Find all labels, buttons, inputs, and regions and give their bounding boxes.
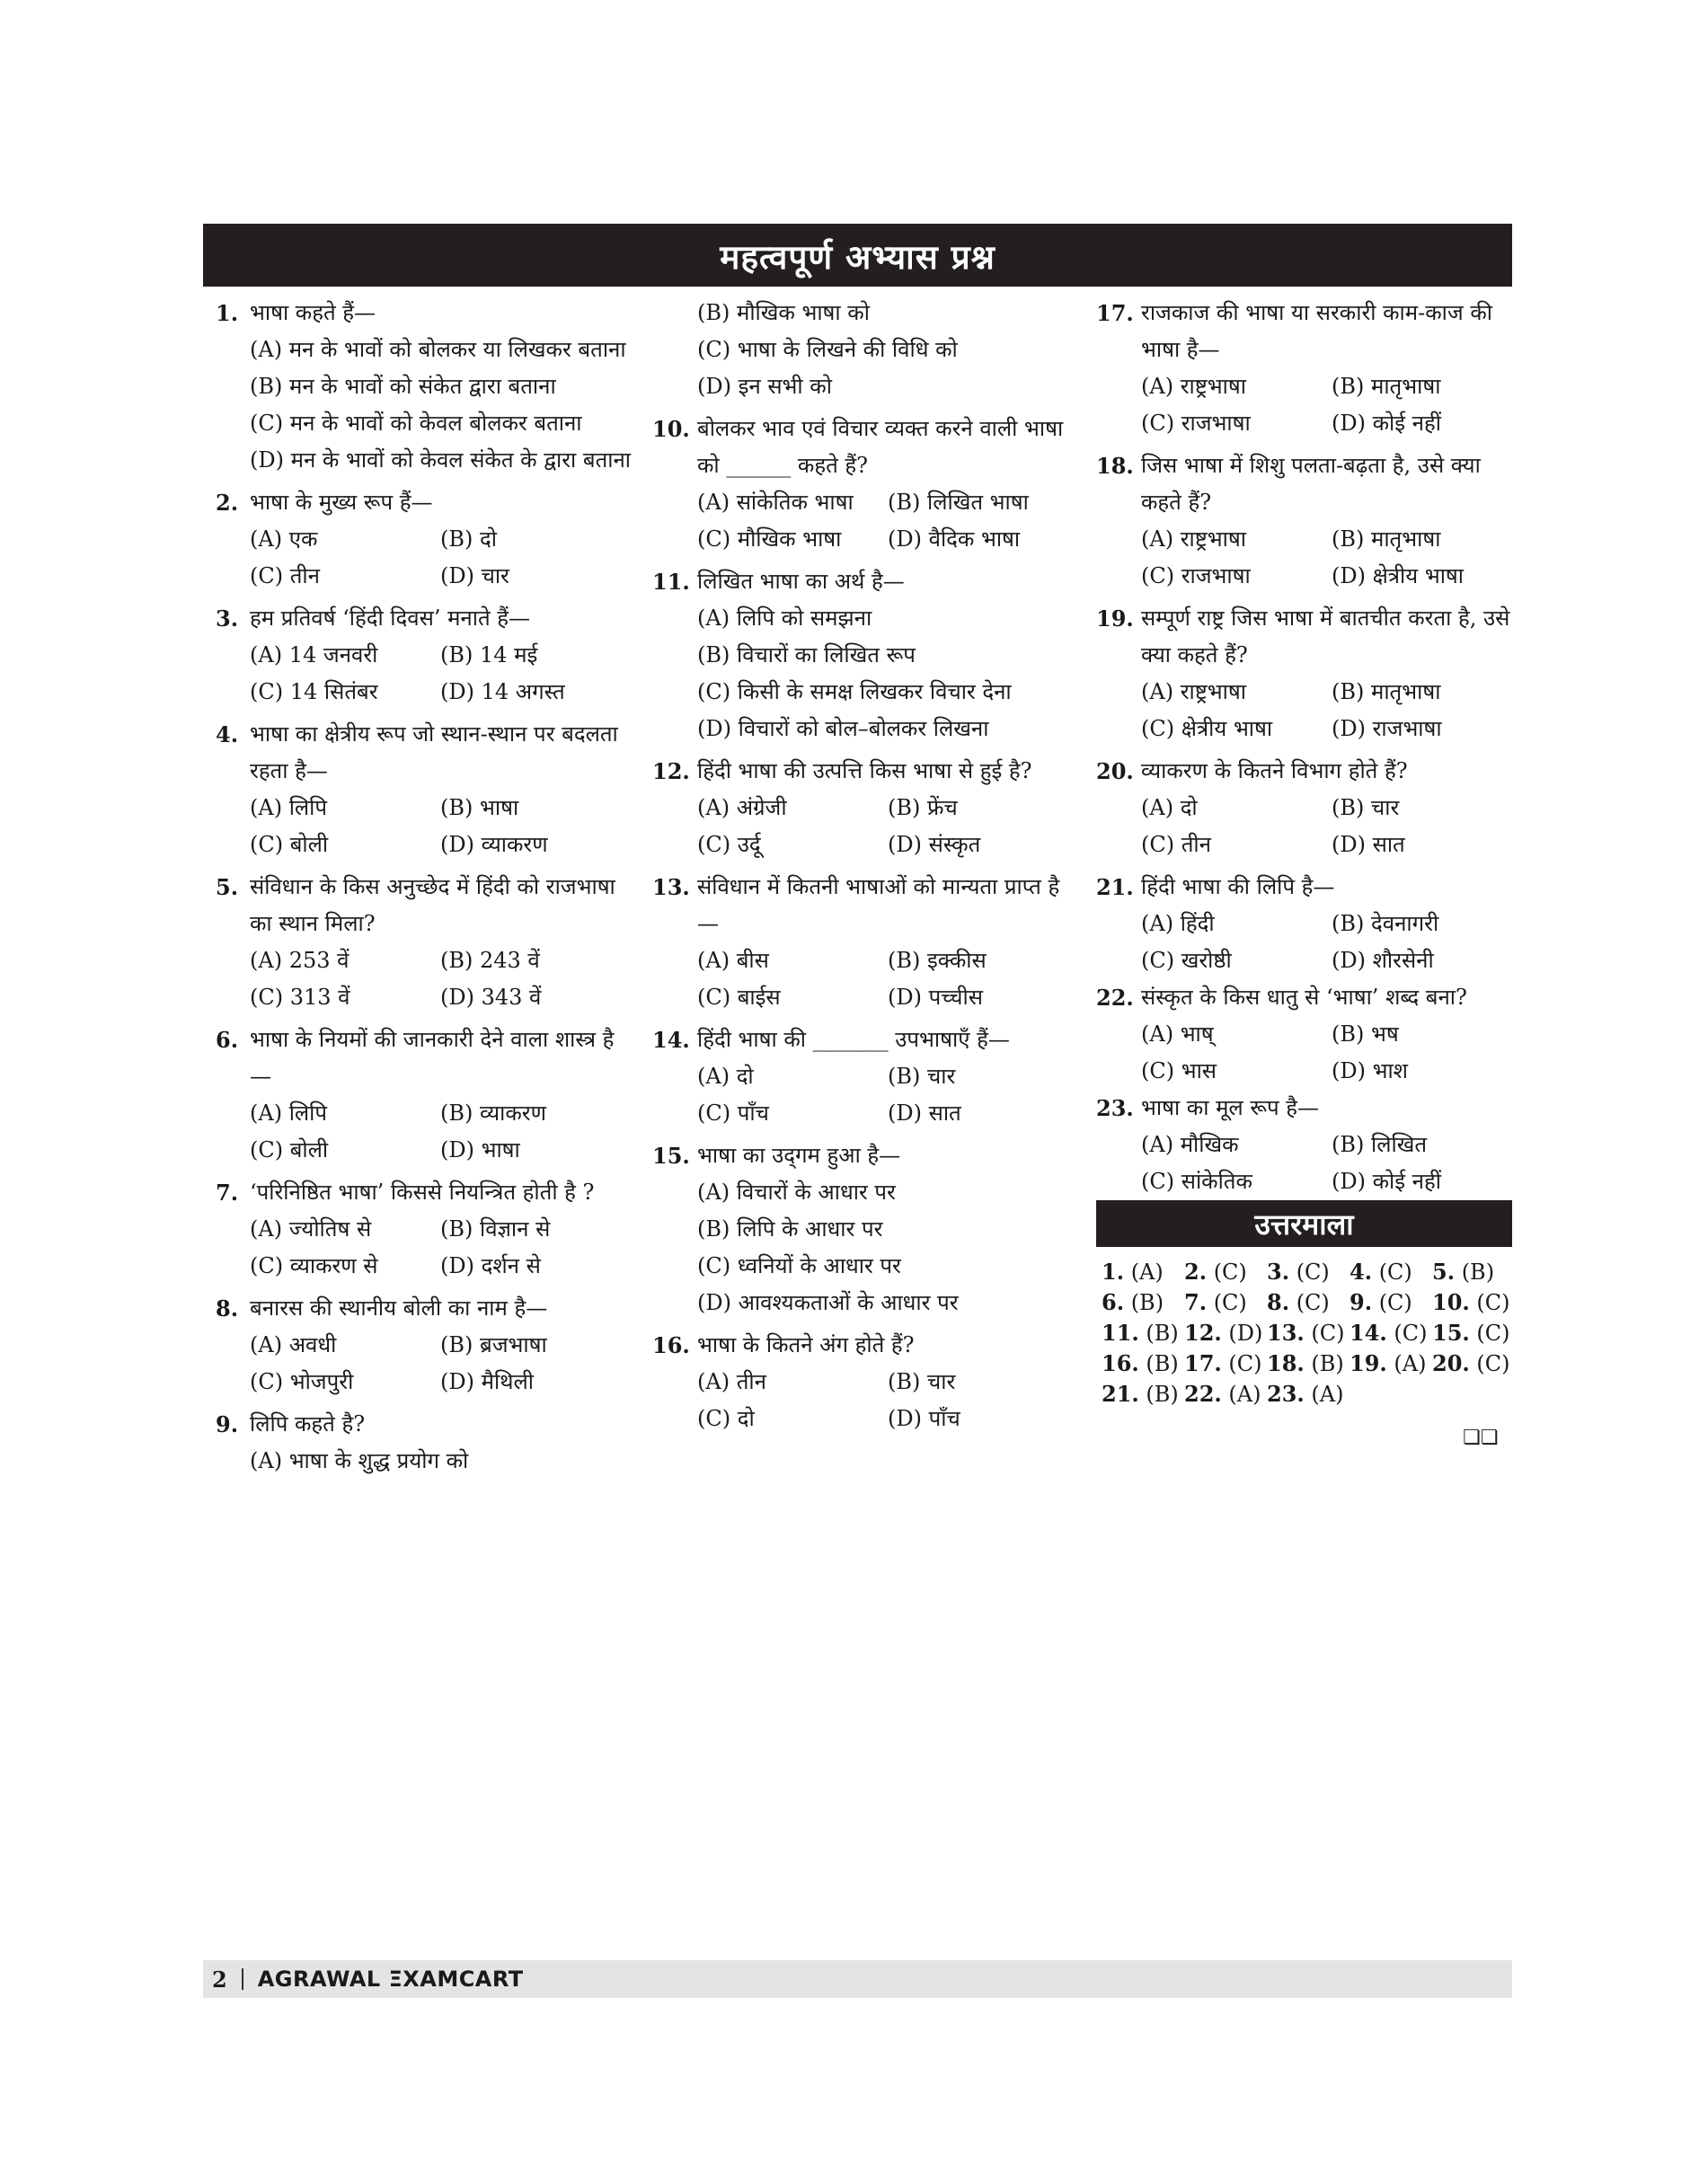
publisher-brand: AGRAWAL ΞXAMCART (257, 1967, 524, 1992)
question (216, 1406, 633, 1443)
answer-value: (C) (1304, 1321, 1345, 1346)
option: (B) लिखित भाषा (888, 490, 1029, 515)
option-row (216, 637, 633, 674)
option: (D) व्याकरण (440, 832, 548, 857)
question-text: भाषा का मूल रूप है— (1141, 1095, 1319, 1120)
question-number: 4. (216, 721, 239, 747)
answer-number: 1. (1102, 1259, 1125, 1285)
option: (B) चार (888, 1369, 956, 1394)
option-row (652, 790, 1070, 827)
question-number: 13. (652, 874, 690, 900)
question-number: 18. (1096, 453, 1134, 479)
question-number: 23. (1096, 1095, 1134, 1121)
answer-number: 18. (1267, 1350, 1305, 1376)
option-row (652, 1058, 1070, 1095)
question-number: 9. (216, 1411, 239, 1437)
option-row (216, 1211, 633, 1248)
question-text: संस्कृत के किस धातु से ‘भाषा’ शब्द बना? (1141, 985, 1467, 1010)
question (216, 295, 633, 332)
footer-divider (242, 1968, 243, 1990)
question-text: हिंदी भाषा की _______ उपभाषाएँ हैं— (697, 1027, 1010, 1052)
option: (C) ध्वनियों के आधार पर (697, 1253, 901, 1278)
answer-number: 3. (1267, 1259, 1290, 1285)
option: (C) खरोष्ठी (1141, 948, 1232, 973)
option: (D) मैथिली (440, 1369, 534, 1394)
page-footer (203, 1960, 1512, 1998)
answer-number: 2. (1184, 1259, 1208, 1285)
question-text: व्याकरण के कितने विभाग होते हैं? (1141, 758, 1408, 783)
option: (C) भास (1141, 1058, 1217, 1083)
option: (A) लिपि (250, 1101, 328, 1126)
answer-item (1267, 1349, 1350, 1378)
option: (C) दो (697, 1406, 755, 1431)
question-text: भाषा कहते हैं— (250, 300, 376, 325)
question-text: भाषा के कितने अंग होते हैं? (697, 1332, 915, 1357)
answer-number: 16. (1102, 1350, 1139, 1376)
option: (C) भाषा के लिखने की विधि को (697, 337, 958, 362)
answer-item (1184, 1258, 1267, 1286)
option: (C) 14 सितंबर (250, 679, 378, 704)
answer-number: 14. (1350, 1320, 1387, 1346)
option-row (1096, 674, 1512, 711)
option: (A) दो (697, 1064, 754, 1089)
option: (B) विचारों का लिखित रूप (697, 642, 916, 667)
option-row (652, 979, 1070, 1016)
question-number: 11. (652, 569, 690, 595)
answer-item (1102, 1349, 1184, 1378)
option: (B) 243 वें (440, 948, 540, 973)
question-text: हिंदी भाषा की लिपि है— (1141, 874, 1335, 899)
answer-item (1184, 1349, 1267, 1378)
option: (B) मातृभाषा (1332, 526, 1441, 552)
answer-number: 12. (1184, 1320, 1222, 1346)
option: (A) अवधी (250, 1332, 337, 1357)
option: (A) राष्ट्रभाषा (1141, 374, 1246, 399)
question-number: 10. (652, 416, 690, 442)
option: (D) कोई नहीं (1332, 1169, 1441, 1194)
answer-value: (B) (1304, 1351, 1344, 1376)
option: (C) भोजपुरी (250, 1369, 354, 1394)
option-row (652, 521, 1070, 558)
answer-value: (C) (1469, 1351, 1510, 1376)
question (652, 411, 1070, 484)
answer-item (1432, 1319, 1515, 1348)
question-text: संविधान में कितनी भाषाओं को मान्यता प्राप्त है— (697, 874, 1060, 936)
option: (B) लिपि के आधार पर (697, 1216, 883, 1242)
option: (D) संस्कृत (888, 832, 981, 857)
question-number: 20. (1096, 758, 1134, 784)
option: (B) लिखित (1332, 1132, 1428, 1157)
option-row (652, 1095, 1070, 1132)
option: (D) इन सभी को (697, 374, 832, 399)
answer-number: 19. (1350, 1350, 1387, 1376)
answer-value: (A) (1304, 1382, 1344, 1407)
option: (D) दर्शन से (440, 1253, 541, 1278)
answer-value: (A) (1124, 1260, 1164, 1285)
answer-item (1102, 1258, 1184, 1286)
option-row (1096, 1053, 1512, 1090)
question-text: लिखित भाषा का अर्थ है— (697, 569, 905, 594)
answer-value: (C) (1207, 1260, 1247, 1285)
answer-item (1267, 1288, 1350, 1317)
option: (B) चार (888, 1064, 956, 1089)
question (1096, 600, 1512, 674)
option: (D) सात (1332, 832, 1405, 857)
answer-value: (C) (1221, 1351, 1262, 1376)
answer-item (1267, 1319, 1350, 1348)
option-row (216, 1364, 633, 1401)
section-title: महत्वपूर्ण अभ्यास प्रश्न (203, 224, 1512, 287)
option-row (1096, 827, 1512, 863)
question-number: 3. (216, 606, 239, 632)
answer-item (1267, 1380, 1350, 1409)
question-text: जिस भाषा में शिशु पलता-बढ़ता है, उसे क्या कहते हैं? (1141, 453, 1481, 515)
option: (D) वैदिक भाषा (888, 526, 1021, 552)
option: (C) क्षेत्रीय भाषा (1141, 716, 1273, 741)
answer-value: (C) (1372, 1260, 1412, 1285)
option-row (652, 1364, 1070, 1401)
option: (C) राजभाषा (1141, 411, 1251, 436)
answer-value: (C) (1372, 1290, 1412, 1315)
option-row (652, 484, 1070, 521)
answer-number: 5. (1432, 1259, 1456, 1285)
option-row (216, 790, 633, 827)
question (652, 1327, 1070, 1364)
answer-key-grid (1102, 1258, 1515, 1409)
question-number: 15. (652, 1143, 690, 1169)
answer-value: (C) (1207, 1290, 1247, 1315)
answer-number: 10. (1432, 1289, 1470, 1315)
option: (C) बोली (250, 832, 329, 857)
question-number: 22. (1096, 985, 1134, 1011)
end-of-section-mark: ❏❏ (1463, 1427, 1499, 1449)
option: (C) मन के भावों को केवल बोलकर बताना (250, 411, 582, 436)
option-row (1096, 558, 1512, 595)
option: (C) सांकेतिक (1141, 1169, 1252, 1194)
option-row (652, 827, 1070, 863)
answer-value: (A) (1386, 1351, 1427, 1376)
option: (B) मातृभाषा (1332, 374, 1441, 399)
question-text: भाषा के नियमों की जानकारी देने वाला शास्त्र है— (250, 1027, 615, 1089)
option: (C) किसी के समक्ष लिखकर विचार देना (697, 679, 1012, 704)
option: (A) सांकेतिक भाषा (697, 490, 854, 515)
option: (A) लिपि को समझना (697, 606, 872, 631)
question (652, 1021, 1070, 1058)
answer-item (1102, 1380, 1184, 1409)
option: (A) राष्ट्रभाषा (1141, 526, 1246, 552)
column-2 (652, 295, 1070, 1437)
option: (D) चार (440, 563, 509, 588)
question-text: भाषा का क्षेत्रीय रूप जो स्थान-स्थान पर बदलता रहता है— (250, 721, 618, 783)
option-row (1096, 790, 1512, 827)
answer-item (1432, 1349, 1515, 1378)
option: (B) भष (1332, 1021, 1399, 1047)
question (216, 1174, 633, 1211)
question (1096, 295, 1512, 368)
question-number: 5. (216, 874, 239, 900)
answer-value: (B) (1124, 1290, 1164, 1315)
option: (B) व्याकरण (440, 1101, 546, 1126)
question (652, 563, 1070, 600)
option: (B) ब्रजभाषा (440, 1332, 547, 1357)
answer-number: 20. (1432, 1350, 1470, 1376)
answer-number: 7. (1184, 1289, 1208, 1315)
answer-value: (D) (1221, 1321, 1263, 1346)
option: (C) बोली (250, 1137, 329, 1162)
option: (A) ज्योतिष से (250, 1216, 372, 1242)
option-row (652, 1401, 1070, 1437)
question (1096, 753, 1512, 790)
option: (B) मातृभाषा (1332, 679, 1441, 704)
question (216, 600, 633, 637)
option: (D) पच्चीस (888, 985, 983, 1010)
option: (C) मौखिक भाषा (697, 526, 842, 552)
option: (A) 14 जनवरी (250, 642, 378, 667)
question-number: 12. (652, 758, 690, 784)
option: (A) लिपि (250, 795, 328, 820)
question-text: हिंदी भाषा की उत्पत्ति किस भाषा से हुई है? (697, 758, 1032, 783)
option-row (1096, 1016, 1512, 1053)
question-text: भाषा का उद्‍गम हुआ है— (697, 1143, 901, 1168)
option: (A) 253 वें (250, 948, 350, 973)
answer-item (1102, 1288, 1184, 1317)
question (652, 1137, 1070, 1174)
option: (B) विज्ञान से (440, 1216, 551, 1242)
option: (B) भाषा (440, 795, 519, 820)
option: (B) 14 मई (440, 642, 538, 667)
option: (A) तीन (697, 1369, 766, 1394)
option: (C) राजभाषा (1141, 563, 1251, 588)
question (216, 484, 633, 521)
question-text: ‘परिनिष्ठित भाषा’ किससे नियन्त्रित होती है ? (250, 1180, 595, 1205)
question-number: 1. (216, 300, 239, 326)
question-text: संविधान के किस अनुच्छेद में हिंदी को राजभाषा का स्थान मिला? (250, 874, 615, 936)
answer-key-title: उत्तरमाला (1096, 1200, 1512, 1247)
question-number: 6. (216, 1027, 239, 1053)
answer-item (1350, 1288, 1432, 1317)
question-number: 21. (1096, 874, 1134, 900)
question (1096, 1090, 1512, 1127)
option: (B) दो (440, 526, 497, 552)
option-row (216, 1248, 633, 1285)
answer-item (1184, 1380, 1267, 1409)
option: (D) विचारों को बोल–बोलकर लिखना (697, 716, 989, 741)
option: (C) 313 वें (250, 985, 350, 1010)
page-number: 2 (212, 1966, 227, 1993)
option: (A) मन के भावों को बोलकर या लिखकर बताना (250, 337, 626, 362)
option-row (216, 1095, 633, 1132)
question-text: बोलकर भाव एवं विचार व्यक्त करने वाली भाषा को ______ कहते हैं? (697, 416, 1064, 478)
question-text: लिपि कहते है? (250, 1411, 366, 1437)
option: (D) सात (888, 1101, 961, 1126)
option: (D) भाश (1332, 1058, 1409, 1083)
question (652, 869, 1070, 942)
question-number: 19. (1096, 606, 1134, 632)
option: (A) भाष् (1141, 1021, 1214, 1047)
option-row (652, 942, 1070, 979)
option-row (1096, 1163, 1512, 1200)
answer-item (1432, 1288, 1515, 1317)
option: (B) मौखिक भाषा को (697, 300, 870, 325)
question-text: राजकाज की भाषा या सरकारी काम-काज की भाषा है— (1141, 300, 1492, 362)
option: (D) कोई नहीं (1332, 411, 1441, 436)
option-row (216, 1327, 633, 1364)
question (216, 869, 633, 942)
option: (C) उर्दू (697, 832, 761, 857)
answer-item (1350, 1319, 1432, 1348)
option-row (1096, 1127, 1512, 1163)
answer-value: (B) (1138, 1382, 1179, 1407)
option: (D) 14 अगस्त (440, 679, 565, 704)
option: (B) मन के भावों को संकेत द्वारा बताना (250, 374, 556, 399)
question-text: बनारस की स्थानीय बोली का नाम है— (250, 1295, 548, 1321)
option: (A) हिंदी (1141, 911, 1215, 936)
option: (C) बाईस (697, 985, 781, 1010)
answer-value: (C) (1469, 1290, 1510, 1315)
answer-number: 4. (1350, 1259, 1373, 1285)
option: (D) भाषा (440, 1137, 520, 1162)
question (1096, 979, 1512, 1016)
answer-number: 23. (1267, 1381, 1305, 1407)
option-row (1096, 942, 1512, 979)
option: (A) दो (1141, 795, 1198, 820)
option: (A) अंग्रेजी (697, 795, 787, 820)
option: (D) 343 वें (440, 985, 542, 1010)
answer-number: 21. (1102, 1381, 1139, 1407)
answer-number: 15. (1432, 1320, 1470, 1346)
option-row (216, 942, 633, 979)
option: (A) भाषा के शुद्ध प्रयोग को (250, 1448, 469, 1473)
option: (A) बीस (697, 948, 769, 973)
question (1096, 447, 1512, 521)
answer-number: 17. (1184, 1350, 1222, 1376)
option: (C) तीन (250, 563, 320, 588)
answer-number: 11. (1102, 1320, 1139, 1346)
answer-item (1350, 1258, 1432, 1286)
question-number: 7. (216, 1180, 239, 1206)
option-row (1096, 405, 1512, 442)
answer-number: 9. (1350, 1289, 1373, 1315)
question-number: 8. (216, 1295, 239, 1322)
answer-value: (B) (1138, 1351, 1179, 1376)
answer-item (1432, 1258, 1515, 1286)
answer-value: (B) (1138, 1321, 1179, 1346)
option: (D) शौरसेनी (1332, 948, 1434, 973)
question-text: भाषा के मुख्य रूप हैं— (250, 490, 433, 515)
answer-item (1350, 1349, 1432, 1378)
column-1 (216, 295, 633, 1480)
option: (B) चार (1332, 795, 1400, 820)
answer-value: (B) (1455, 1260, 1495, 1285)
question-number: 2. (216, 490, 239, 516)
option: (A) मौखिक (1141, 1132, 1239, 1157)
option: (D) आवश्यकताओं के आधार पर (697, 1290, 959, 1315)
answer-value: (C) (1289, 1260, 1330, 1285)
answer-value: (C) (1386, 1321, 1428, 1346)
answer-value: (C) (1289, 1290, 1330, 1315)
option-row (216, 558, 633, 595)
option-row (1096, 906, 1512, 942)
option: (D) मन के भावों को केवल संकेत के द्वारा बताना (250, 447, 632, 473)
answer-number: 13. (1267, 1320, 1305, 1346)
option: (B) इक्कीस (888, 948, 987, 973)
question-text: सम्पूर्ण राष्ट्र जिस भाषा में बातचीत करता है, उसे क्या कहते हैं? (1141, 606, 1510, 667)
option-row (1096, 368, 1512, 405)
option: (D) पाँच (888, 1406, 960, 1431)
question (216, 1021, 633, 1095)
question (652, 753, 1070, 790)
option-row (1096, 521, 1512, 558)
option-row (216, 979, 633, 1016)
question-number: 14. (652, 1027, 690, 1053)
answer-value: (A) (1221, 1382, 1261, 1407)
answer-number: 22. (1184, 1381, 1222, 1407)
question-text: हम प्रतिवर्ष ‘हिंदी दिवस’ मनाते हैं— (250, 606, 531, 631)
option: (D) क्षेत्रीय भाषा (1332, 563, 1464, 588)
option: (A) एक (250, 526, 318, 552)
answer-item (1102, 1319, 1184, 1348)
question (216, 716, 633, 790)
option: (B) फ्रेंच (888, 795, 958, 820)
option: (C) व्याकरण से (250, 1253, 378, 1278)
option-row (216, 827, 633, 863)
option-row (216, 1132, 633, 1169)
answer-item (1267, 1258, 1350, 1286)
column-3 (1096, 295, 1512, 1200)
option-row (1096, 711, 1512, 747)
option-row (216, 674, 633, 711)
question (1096, 869, 1512, 906)
answer-number: 8. (1267, 1289, 1290, 1315)
answer-item (1184, 1319, 1267, 1348)
answer-number: 6. (1102, 1289, 1125, 1315)
question-number: 16. (652, 1332, 690, 1358)
question-number: 17. (1096, 300, 1134, 326)
question (216, 1290, 633, 1327)
answer-value: (C) (1469, 1321, 1510, 1346)
option: (A) राष्ट्रभाषा (1141, 679, 1246, 704)
option: (C) तीन (1141, 832, 1211, 857)
option: (A) विचारों के आधार पर (697, 1180, 896, 1205)
option: (C) पाँच (697, 1101, 769, 1126)
option-row (216, 521, 633, 558)
option: (D) राजभाषा (1332, 716, 1442, 741)
option: (B) देवनागरी (1332, 911, 1439, 936)
answer-item (1184, 1288, 1267, 1317)
